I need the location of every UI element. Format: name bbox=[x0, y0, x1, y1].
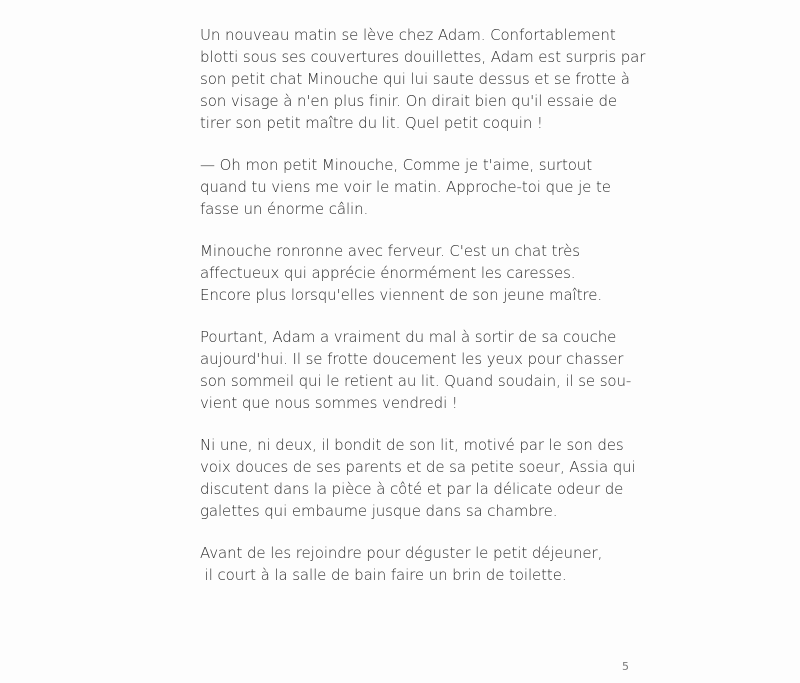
paragraph-5 bbox=[200, 434, 640, 522]
paragraph-3 bbox=[200, 240, 640, 306]
text-line: affectueux qui apprécie énormément les caresses. bbox=[200, 264, 576, 282]
paragraph-2 bbox=[200, 154, 640, 220]
text-line: il court à la salle de bain faire un brin de toilette. bbox=[200, 566, 567, 584]
text-line: vient que nous sommes vendredi ! bbox=[200, 394, 458, 412]
text-line: son sommeil qui le retient au lit. Quand soudain, il se sou- bbox=[200, 372, 632, 390]
text-line: voix douces de ses parents et de sa petite soeur, Assia qui bbox=[200, 458, 636, 476]
text-line: — Oh mon petit Minouche, Comme je t'aime, surtout bbox=[200, 156, 592, 174]
paragraph-1 bbox=[200, 24, 646, 134]
text-line: Minouche ronronne avec ferveur. C'est un chat très bbox=[200, 242, 580, 260]
paragraph-4 bbox=[200, 326, 640, 414]
text-line: Ni une, ni deux, il bondit de son lit, motivé par le son des bbox=[200, 436, 624, 454]
text-line: son visage à n'en plus finir. On dirait bien qu'il essaie de bbox=[200, 92, 617, 110]
text-line: discutent dans la pièce à côté et par la délicate odeur de bbox=[200, 480, 624, 498]
text-line: tirer son petit maître du lit. Quel petit coquin ! bbox=[200, 114, 543, 132]
paragraph-6 bbox=[200, 542, 640, 586]
text-line: Pourtant, Adam a vraiment du mal à sortir de sa couche bbox=[200, 328, 617, 346]
text-line: galettes qui embaume jusque dans sa chambre. bbox=[200, 502, 558, 520]
text-line: Un nouveau matin se lève chez Adam. Confortablement bbox=[200, 26, 616, 44]
text-line: fasse un énorme câlin. bbox=[200, 200, 369, 218]
text-line: Encore plus lorsqu'elles viennent de son jeune maître. bbox=[200, 286, 603, 304]
text-line: son petit chat Minouche qui lui saute dessus et se frotte à bbox=[200, 70, 630, 88]
text-line: quand tu viens me voir le matin. Approche-toi que je te bbox=[200, 178, 611, 196]
page-number: 5 bbox=[622, 660, 629, 673]
text-line: blotti sous ses couvertures douillettes, Adam est surpris par bbox=[200, 48, 646, 66]
story-text bbox=[200, 24, 646, 606]
text-line: Avant de les rejoindre pour déguster le petit déjeuner, bbox=[200, 544, 603, 562]
text-line: aujourd'hui. Il se frotte doucement les yeux pour chasser bbox=[200, 350, 624, 368]
